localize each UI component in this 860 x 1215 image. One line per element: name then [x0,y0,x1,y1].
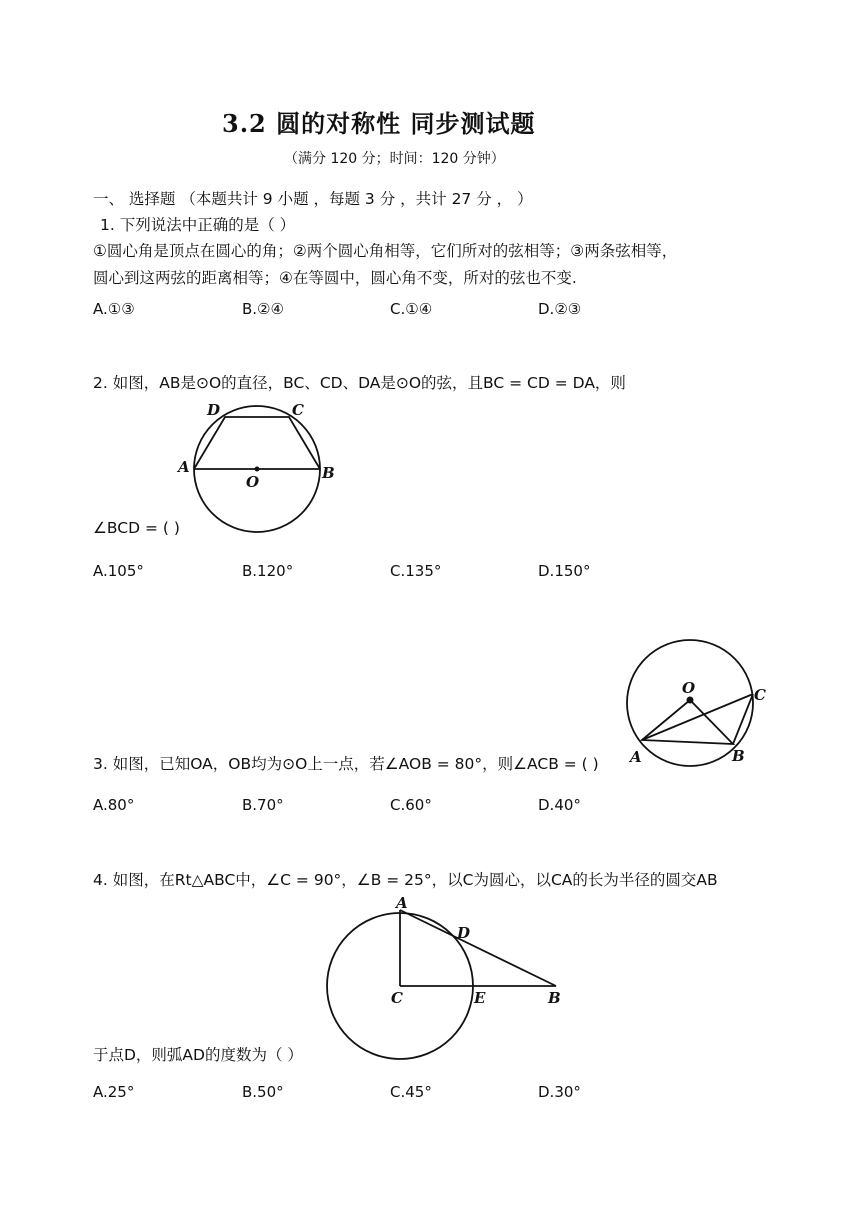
question-2-stem: 2. 如图，AB是⊙O的直径，BC、CD、DA是⊙O的弦，且BC = CD = DA，则 [93,374,626,392]
segment-ab [400,910,556,986]
label-c: C [754,686,766,704]
question-1-statement-line-1: ①圆心角是顶点在圆心的角；②两个圆心角相等，它们所对的弦相等；③两条弦相等， [93,242,678,260]
question-4-figure [320,892,570,1062]
label-c: C [391,989,403,1007]
label-b: B [732,747,745,765]
question-3-stem: 3. 如图，已知OA，OB均为⊙O上一点，若∠AOB = 80°，则∠ACB = ( ) [93,755,599,773]
question-3-option-c: C.60° [390,796,432,814]
question-1-statement-line-2: 圆心到这两弦的距离相等；④在等圆中，圆心角不变，所对的弦也不变. [93,269,577,287]
question-3-option-b: B.70° [242,796,284,814]
question-3-option-a: A.80° [93,796,135,814]
center-point-o [255,467,260,472]
chord-ac [642,694,753,740]
question-4-stem: 4. 如图，在Rt△ABC中，∠C = 90°，∠B = 25°，以C为圆心，以CA的长为半径的圆交AB [93,871,718,889]
question-3-figure [620,632,770,772]
question-4-option-b: B.50° [242,1083,284,1101]
question-2-option-a: A.105° [93,562,144,580]
label-o: O [246,473,260,491]
label-o: O [682,679,696,697]
question-4-stem-tail: 于点D，则弧AD的度数为（ ） [93,1046,303,1064]
question-2-option-d: D.150° [538,562,591,580]
label-e: E [474,989,486,1007]
question-1-option-b: B.②④ [242,300,284,318]
page-subtitle: （满分 120 分；时间：120 分钟） [284,151,505,167]
question-1-stem: 1. 下列说法中正确的是（ ） [100,216,296,234]
question-1-option-c: C.①④ [390,300,433,318]
center-point-o [687,697,694,704]
question-2-option-b: B.120° [242,562,294,580]
label-d: D [457,924,471,942]
label-a: A [396,894,408,912]
question-1-option-a: A.①③ [93,300,135,318]
question-1-option-d: D.②③ [538,300,582,318]
label-c: C [292,401,304,419]
page-title: 3.2 圆的对称性 同步测试题 [222,109,536,138]
label-b: B [548,989,561,1007]
question-2-figure [170,398,340,538]
question-2-stem-tail: ∠BCD = ( ) [93,519,180,537]
question-4-option-d: D.30° [538,1083,581,1101]
question-3-option-d: D.40° [538,796,581,814]
question-4-option-a: A.25° [93,1083,135,1101]
label-a: A [630,748,642,766]
label-b: B [322,464,335,482]
label-d: D [207,401,221,419]
question-4-option-c: C.45° [390,1083,432,1101]
label-a: A [178,458,190,476]
question-2-option-c: C.135° [390,562,442,580]
section-heading: 一、 选择题 （本题共计 9 小题 ，每题 3 分 ，共计 27 分 ， ） [93,190,533,208]
